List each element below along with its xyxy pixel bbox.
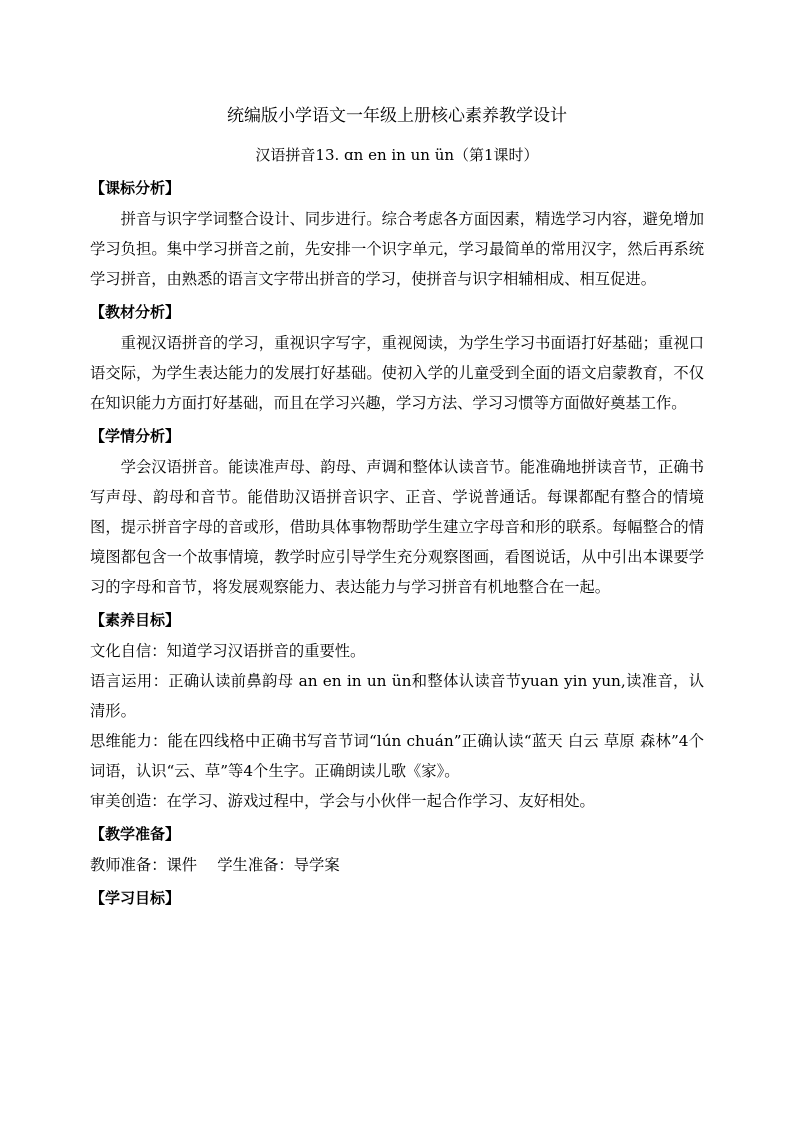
section-heading: 【教学准备】: [90, 825, 181, 843]
goal-aesthetic-creation: 审美创造：在学习、游戏过程中，学会与小伙伴一起合作学习、友好相处。: [90, 792, 595, 810]
section-textbook-analysis: [90, 298, 704, 418]
paragraph: 重视汉语拼音的学习，重视识字写字，重视阅读，为学生学习书面语打好基础；重视口语交际，为学生表达能力的发展打好基础。使初入学的儿童受到全面的语文启蒙教育，不仅在知识能力方面打好基础，而且在学习兴趣，学习方法、学习习惯等方面做好奠基工作。: [90, 334, 704, 412]
section-literacy-goals: [90, 606, 704, 816]
section-learner-analysis: [90, 422, 704, 602]
section-heading: 【课标分析】: [90, 179, 181, 197]
paragraph: 拼音与识字学词整合设计、同步进行。综合考虑各方面因素，精选学习内容，避免增加学习负担。集中学习拼音之前，先安排一个识字单元，学习最简单的常用汉字，然后再系统学习拼音，由熟悉的语言文字带出拼音的学习，使拼音与识字相辅相成、相互促进。: [90, 210, 704, 288]
paragraph: 学会汉语拼音。能读准声母、韵母、声调和整体认读音节。能准确地拼读音节，正确书写声母、韵母和音节。能借助汉语拼音识字、正音、学说普通话。每课都配有整合的情境图，提示拼音字母的音或形，借助具体事物帮助学生建立字母音和形的联系。每幅整合的情境图都包含一个故事情境，教学时应引导学生充分观察图画，看图说话，从中引出本课要学习的字母和音节，将发展观察能力、表达能力与学习拼音有机地整合在一起。: [90, 458, 704, 596]
section-heading: 【学习目标】: [90, 889, 181, 907]
section-curriculum-analysis: [90, 174, 704, 294]
section-heading: 【教材分析】: [90, 303, 181, 321]
section-teaching-preparation: [90, 820, 704, 880]
section-learning-goals: [90, 884, 704, 912]
document-subtitle: 汉语拼音13. ɑn en in un ün（第1课时）: [255, 146, 539, 164]
section-heading: 【学情分析】: [90, 427, 181, 445]
preparation-line: 教师准备：课件 学生准备：导学案: [90, 856, 340, 874]
goal-thinking-ability: 思维能力：能在四线格中正确书写音节词“lún chuán”正确认读“蓝天 白云 草原 森林”4个词语，认识“云、草”等4个生字。正确朗读儿歌《家》。: [90, 732, 704, 780]
section-heading: 【素养目标】: [90, 611, 181, 629]
document-title: 统编版小学语文一年级上册核心素养教学设计: [227, 106, 567, 126]
goal-cultural-confidence: 文化自信：知道学习汉语拼音的重要性。: [90, 642, 366, 660]
goal-language-use: 语言运用：正确认读前鼻韵母 an en in un ün和整体认读音节yuan yin yun,读准音，认清形。: [90, 672, 704, 720]
document-body: [90, 174, 704, 914]
